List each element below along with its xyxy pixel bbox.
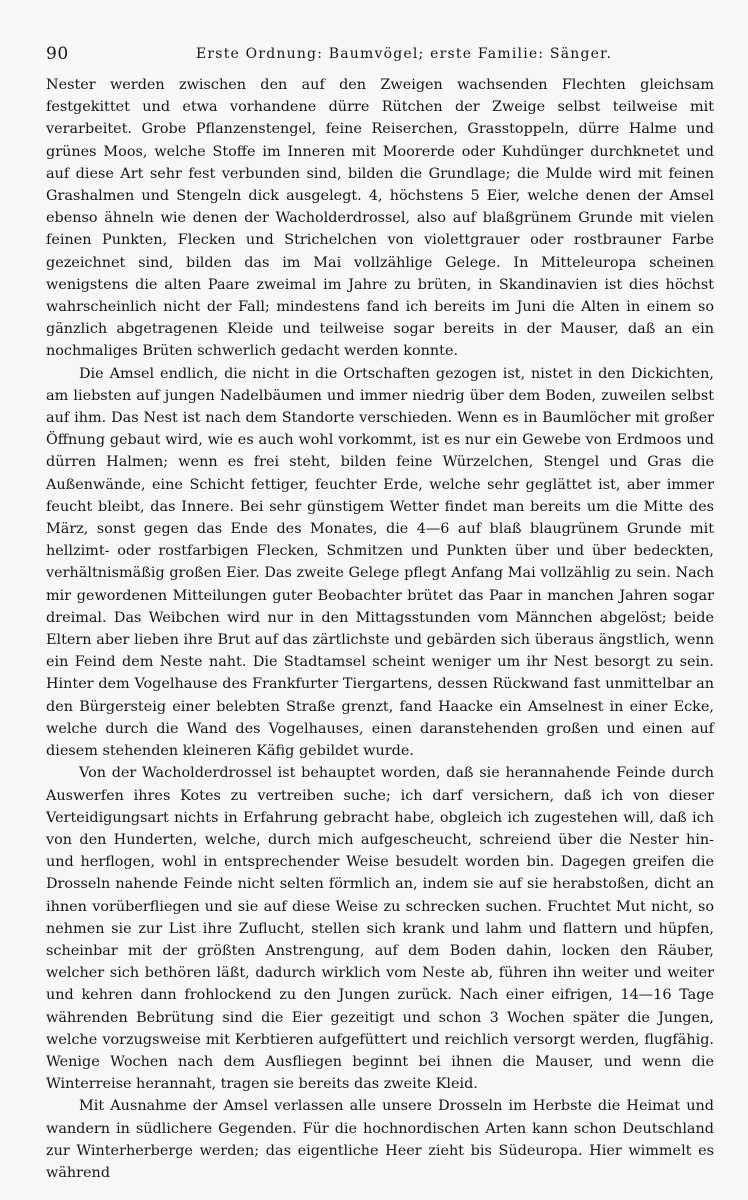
- body-text: [46, 74, 714, 1184]
- paragraph-wacholderdrossel: Von der Wacholderdrossel ist behauptet worden, daß sie herannahende Feinde durch Auswerfen ihres Kotes zu vertreiben suche; ich darf versichern, daß ich von dieser Verteidigungsart nichts in Erfahrung gebracht habe, obgleich ich zugestehen will, daß ich von den Hunderten, welche, durch mich aufgescheucht, schreiend über die Nester hin- und herflogen, wohl in entsprechender Weise besudelt worden bin. Dagegen greifen die Drosseln nahende Feinde nicht selten förmlich an, indem sie auf sie herabstoßen, dicht an ihnen vorüberfliegen und sie auf diese Weise zu schrecken suchen. Fruchtet Mut nicht, so nehmen sie zur List ihre Zuflucht, stellen sich krank und lahm und flattern und hüpfen, scheinbar mit der größten Anstrengung, auf dem Boden dahin, locken den Räuber, welcher sich bethören läßt, dadurch wirklich vom Neste ab, führen ihn weiter und weiter und kehren dann frohlockend zu den Jungen zurück. Nach einer eifrigen, 14—16 Tage währenden Bebrütung sind die Eier gezeitigt und schon 3 Wochen später die Jungen, welche vorzugsweise mit Kerbtieren aufgefüttert und reichlich versorgt werden, flugfähig. Wenige Wochen nach dem Ausfliegen beginnt bei ihnen die Mauser, und wenn die Winterreise herannaht, tragen sie bereits das zweite Kleid.: [46, 765, 714, 1093]
- running-head: Erste Ordnung: Baumvögel; erste Familie: Sänger.: [196, 46, 613, 62]
- paragraph-migration: Mit Ausnahme der Amsel verlassen alle unsere Drosseln im Herbste die Heimat und wandern in südlichere Gegenden. Für die hochnordischen Arten kann schon Deutschland zur Winterherberge werden; das eigentliche Heer zieht bis Südeuropa. Hier wimmelt es während: [46, 1098, 714, 1181]
- page-header: [46, 44, 712, 68]
- paragraph-amsel: Die Amsel endlich, die nicht in die Ortschaften gezogen ist, nistet in den Dickichten, am liebsten auf jungen Nadelbäumen und immer niedrig über dem Boden, zuweilen selbst auf ihm. Das Nest ist nach dem Standorte verschieden. Wenn es in Baumlöcher mit großer Öffnung gebaut wird, wie es auch wohl vorkommt, ist es nur ein Gewebe von Erdmoos und dürren Halmen; wenn es frei steht, bilden feine Würzelchen, Stengel und Gras die Außenwände, eine Schicht fettiger, feuchter Erde, welche sehr geglättet ist, aber immer feucht bleibt, das Innere. Bei sehr günstigem Wetter findet man bereits um die Mitte des März, sonst gegen das Ende des Monates, die 4—6 auf blaß blaugrünem Grunde mit hellzimt- oder rostfarbigen Flecken, Schmitzen und Punkten über und über bedeckten, verhältnismäßig großen Eier. Das zweite Gelege pflegt Anfang Mai vollzählig zu sein. Nach mir gewordenen Mitteilungen guter Beobachter brütet das Paar in manchen Jahren sogar dreimal. Das Weibchen wird nur in den Mittagsstunden vom Männchen abgelöst; beide Eltern aber lieben ihre Brut auf das zärtlichste und gebärden sich überaus ängstlich, wenn ein Feind dem Neste naht. Die Stadtamsel scheint weniger um ihr Nest besorgt zu sein. Hinter dem Vogelhause des Frankfurter Tiergartens, dessen Rückwand fast unmittelbar an den Bürgersteig einer belebten Straße grenzt, fand Haacke ein Amselnest in einer Ecke, welche durch die Wand des Vogelhauses, einen daranstehenden großen und einen auf diesem stehenden kleineren Käfig gebildet wurde.: [46, 365, 714, 760]
- page-number: 90: [46, 44, 69, 64]
- paragraph-continued: Nester werden zwischen den auf den Zweigen wachsenden Flechten gleichsam festgekittet und etwa vorhandene dürre Rütchen der Zweige selbst teilweise mit verarbeitet. Grobe Pflanzenstengel, feine Reiserchen, Grasstoppeln, dürre Halme und grünes Moos, welche Stoffe im Inneren mit Moorerde oder Kuhdünger durchknetet und auf diese Art sehr fest verbunden sind, bilden die Grundlage; die Mulde wird mit feinen Grashalmen und Stengeln dick ausgelegt. 4, höchstens 5 Eier, welche denen der Amsel ebenso ähneln wie denen der Wacholderdrossel, also auf blaßgrünem Grunde mit vielen feinen Punkten, Flecken und Strichelchen von violettgrauer oder rostbrauner Farbe gezeichnet sind, bilden das im Mai vollzählige Gelege. In Mitteleuropa scheinen wenigstens die alten Paare zweimal im Jahre zu brüten, in Skandinavien ist dies höchst wahrscheinlich nicht der Fall; mindestens fand ich bereits im Juni die Alten in einem so gänzlich abgetragenen Kleide und teilweise sogar bereits in der Mauser, daß an ein nochmaliges Brüten schwerlich gedacht werden konnte.: [46, 77, 714, 360]
